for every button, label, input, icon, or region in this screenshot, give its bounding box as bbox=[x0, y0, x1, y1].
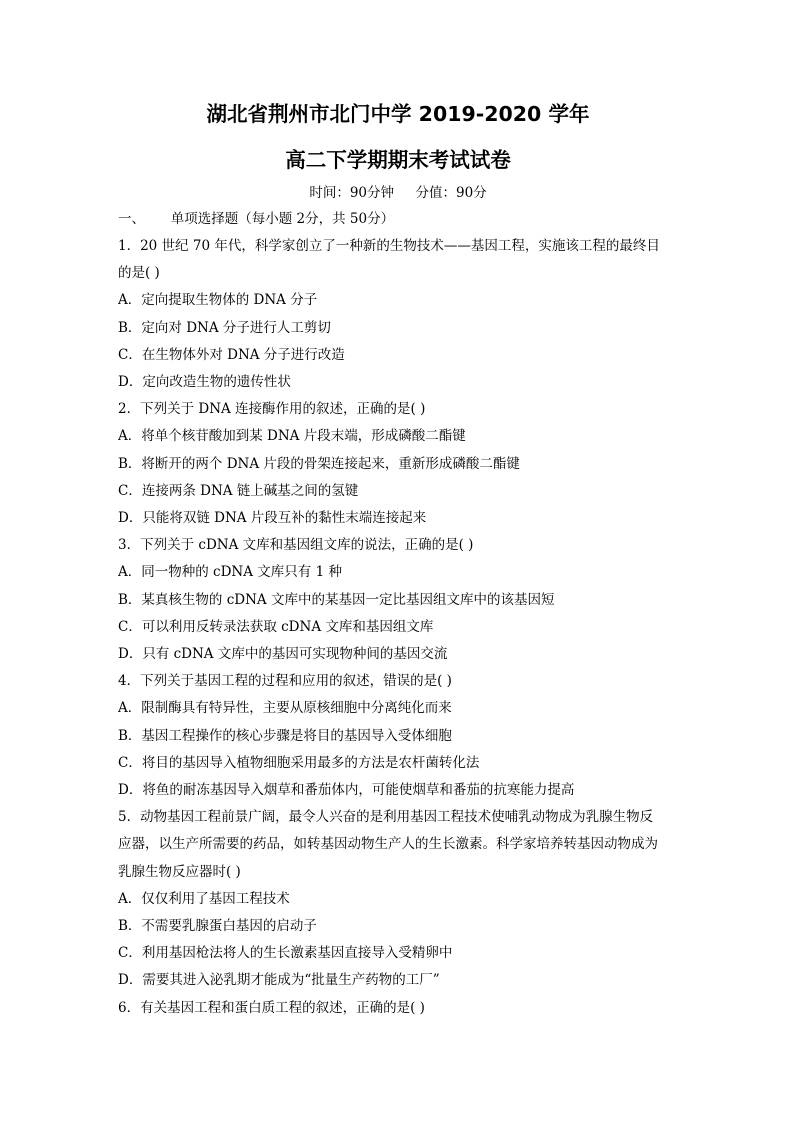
option-line: A．同一物种的 cDNA 文库只有 1 种 bbox=[118, 564, 342, 581]
text-line: 的是( ) bbox=[118, 265, 160, 282]
question-body bbox=[118, 233, 678, 1022]
option-line: C．将目的基因导入植物细胞采用最多的方法是农杆菌转化法 bbox=[118, 754, 480, 771]
option-line: A．限制酶具有特异性，主要从原核细胞中分离纯化而来 bbox=[118, 700, 452, 717]
exam-title-line2: 高二下学期期末考试试卷 bbox=[285, 148, 511, 172]
text-line: 乳腺生物反应器时( ) bbox=[118, 863, 241, 880]
question-line: 4．下列关于基因工程的过程和应用的叙述，错误的是( ) bbox=[118, 673, 452, 690]
option-line: A．仅仅利用了基因工程技术 bbox=[118, 890, 290, 907]
option-line: B．基因工程操作的核心步骤是将目的基因导入受体细胞 bbox=[118, 727, 452, 744]
option-line: D．只能将双链 DNA 片段互补的黏性末端连接起来 bbox=[118, 510, 427, 527]
text-line: 应器，以生产所需要的药品，如转基因动物生产人的生长激素。科学家培养转基因动物成为 bbox=[118, 836, 658, 853]
option-line: C．在生物体外对 DNA 分子进行改造 bbox=[118, 346, 345, 363]
option-line: D．需要其进入泌乳期才能成为“批量生产药物的工厂” bbox=[118, 972, 440, 989]
option-line: B．不需要乳腺蛋白基因的启动子 bbox=[118, 918, 317, 935]
text-line: 1．20 世纪 70 年代，科学家创立了一种新的生物技术——基因工程，实施该工程的最终目 bbox=[118, 238, 660, 254]
question-line: 3．下列关于 cDNA 文库和基因组文库的说法，正确的是( ) bbox=[118, 537, 474, 554]
question-line: 6．有关基因工程和蛋白质工程的叙述，正确的是( ) bbox=[118, 999, 425, 1016]
option-line: B．某真核生物的 cDNA 文库中的某基因一定比基因组文库中的该基因短 bbox=[118, 591, 555, 608]
option-line: B．将断开的两个 DNA 片段的骨架连接起来，重新形成磷酸二酯键 bbox=[118, 455, 520, 472]
option-line: A．定向提取生物体的 DNA 分子 bbox=[118, 292, 318, 309]
option-line: C．连接两条 DNA 链上碱基之间的氢键 bbox=[118, 482, 359, 499]
exam-title-line1: 湖北省荆州市北门中学 2019-2020 学年 bbox=[206, 102, 590, 126]
option-line: D．定向改造生物的遗传性状 bbox=[118, 374, 291, 391]
option-line: C．可以利用反转录法获取 cDNA 文库和基因组文库 bbox=[118, 618, 434, 635]
exam-meta: 时间：90分钟 分值：90分 bbox=[309, 185, 487, 201]
option-line: A．将单个核苷酸加到某 DNA 片段末端，形成磷酸二酯键 bbox=[118, 428, 466, 445]
option-line: D．只有 cDNA 文库中的基因可实现物种间的基因交流 bbox=[118, 646, 448, 663]
option-line: B．定向对 DNA 分子进行人工剪切 bbox=[118, 319, 331, 336]
option-line: D．将鱼的耐冻基因导入烟草和番茄体内，可能使烟草和番茄的抗寒能力提高 bbox=[118, 782, 575, 799]
question-line: 2．下列关于 DNA 连接酶作用的叙述，正确的是( ) bbox=[118, 401, 426, 418]
question-line: 5．动物基因工程前景广阔，最令人兴奋的是利用基因工程技术使哺乳动物成为乳腺生物反 bbox=[118, 809, 654, 826]
section-heading: 一、 单项选择题（每小题 2分，共 50分） bbox=[118, 211, 395, 227]
option-line: C．利用基因枪法将人的生长激素基因直接导入受精卵中 bbox=[118, 945, 453, 962]
